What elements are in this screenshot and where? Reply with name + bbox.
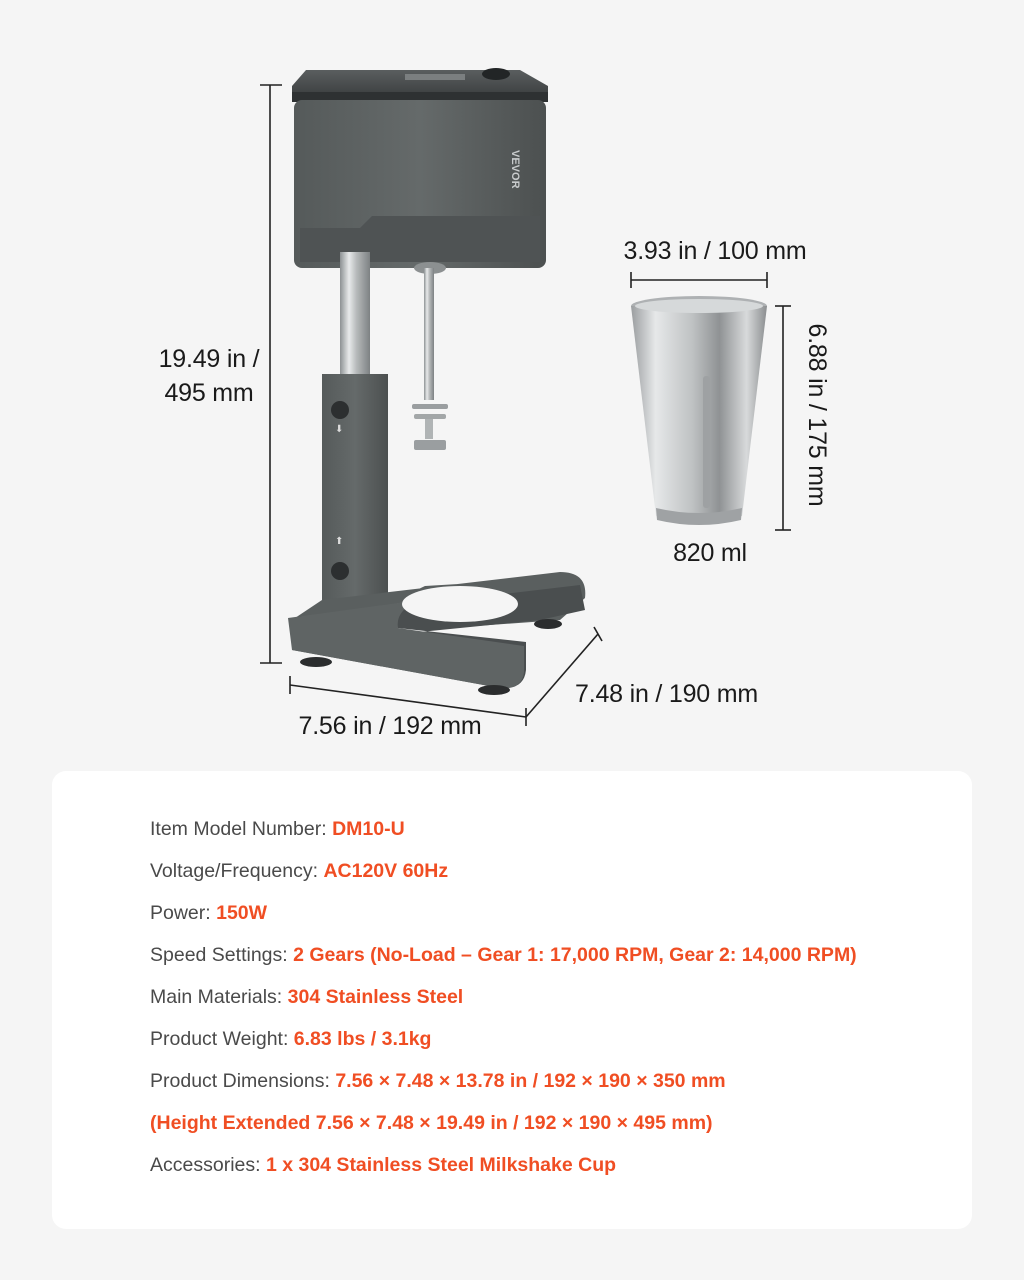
spec-value: 304 Stainless Steel (287, 986, 464, 1008)
spec-label: Item Model Number: (150, 818, 333, 840)
spec-label: Main Materials: (150, 986, 288, 1008)
spec-value: DM10-U (332, 818, 405, 840)
spec-value: 2 Gears (No-Load – Gear 1: 17,000 RPM, Gear 2: 14,000 RPM) (293, 944, 857, 966)
spec-label: Product Weight: (150, 1028, 294, 1050)
spec-weight (150, 1025, 431, 1053)
svg-text:⬆: ⬆ (335, 536, 344, 547)
milkshake-cup (631, 296, 767, 525)
spec-value: (Height Extended 7.56 × 7.48 × 19.49 in / 192 × 190 × 495 mm) (150, 1112, 713, 1134)
height-dimension-mm: 495 mm (164, 379, 254, 407)
spec-dimensions-extended (150, 1109, 713, 1137)
spec-label: Accessories: (150, 1154, 266, 1176)
spec-value: AC120V 60Hz (323, 860, 449, 882)
spec-value: 150W (216, 902, 268, 924)
cup-width-label: 3.93 in / 100 mm (623, 237, 807, 265)
base-width-label: 7.56 in / 192 mm (298, 712, 482, 740)
spec-label: Voltage/Frequency: (150, 860, 324, 882)
height-dimension-inch: 19.49 in / (158, 345, 260, 373)
spec-value: 6.83 lbs / 3.1kg (293, 1028, 432, 1050)
spec-materials (150, 983, 463, 1011)
spec-accessories (150, 1151, 616, 1179)
cup-volume-label: 820 ml (673, 539, 747, 567)
svg-text:⬇: ⬇ (335, 424, 344, 435)
spec-value: 1 x 304 Stainless Steel Milkshake Cup (265, 1154, 617, 1176)
motor-head (292, 68, 548, 268)
column-rod (340, 252, 370, 376)
spec-dimensions (150, 1067, 726, 1095)
spec-value: 7.56 × 7.48 × 13.78 in / 192 × 190 × 350 mm (335, 1070, 726, 1092)
spec-label: Product Dimensions: (150, 1070, 336, 1092)
base-depth-label: 7.48 in / 190 mm (575, 680, 759, 708)
spec-model-number (150, 815, 405, 843)
cup-height-label: 6.88 in / 175 mm (803, 323, 831, 507)
spec-speed (150, 941, 857, 969)
specifications-card (52, 771, 972, 1229)
brand-logo: VEVOR (509, 150, 521, 189)
height-dimension-label (150, 342, 268, 410)
mixing-spindle (412, 262, 448, 450)
spec-label: Power: (150, 902, 217, 924)
spec-label: Speed Settings: (150, 944, 294, 966)
spec-voltage (150, 857, 448, 885)
spec-power (150, 899, 267, 927)
